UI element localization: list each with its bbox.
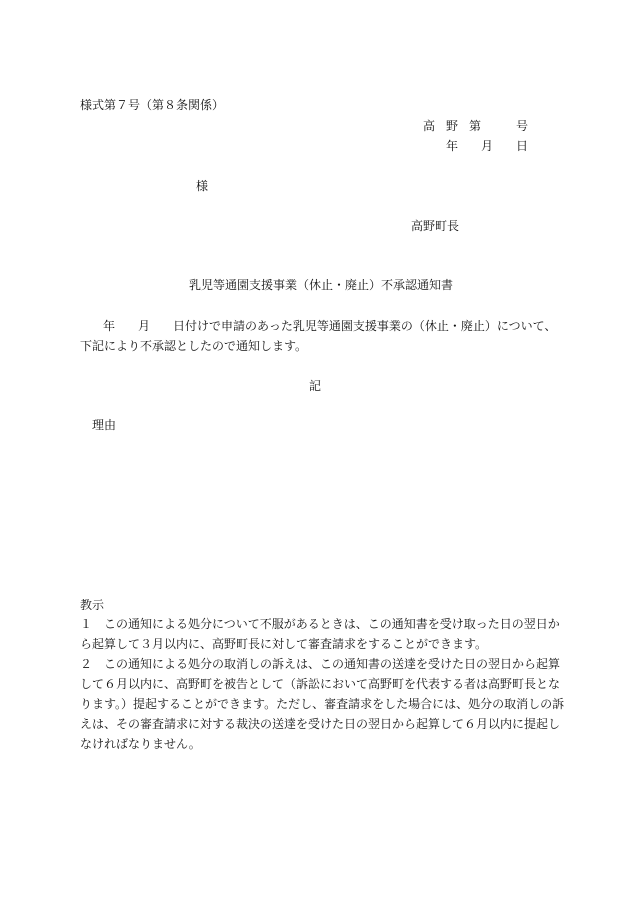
instructions-heading: 教示	[80, 598, 105, 612]
form-number: 様式第７号（第８条関係）	[80, 98, 225, 112]
instruction-line: ら起算して３月以内に、高野町長に対して審査請求をすることができます。	[80, 637, 488, 651]
instruction-line: ります。）提起することができます。ただし、審査請求をした場合には、処分の取消しの訴	[80, 697, 565, 711]
document-title: 乳児等通園支援事業（休止・廃止）不承認通知書	[189, 278, 454, 292]
instruction-line: えは、その審査請求に対する裁決の送達を受けた日の翌日から起算して６月以内に提起し	[80, 717, 561, 731]
reference-issuer-char-2: 野	[446, 119, 459, 133]
body-month: 月	[138, 319, 151, 333]
addressee-suffix: 様	[196, 179, 209, 193]
instruction-line: なければなりません。	[80, 737, 201, 751]
date-day: 日	[516, 139, 529, 153]
instruction-line: して６月以内に、高野町を被告として（訴訟において高野町を代表する者は高野町長とな	[80, 677, 561, 691]
reason-label: 理由	[92, 418, 117, 432]
body-year: 年	[103, 319, 116, 333]
instruction-line: ２ この通知による処分の取消しの訴えは、この通知書の送達を受けた日の翌日から起算	[80, 657, 561, 671]
body-line-1: 日付けで申請のあった乳児等通園支援事業の（休止・廃止）について、	[173, 319, 557, 333]
body-line-2: 下記により不承認としたので通知します。	[80, 339, 308, 353]
sender-name: 高野町長	[411, 219, 460, 233]
reference-dai: 第	[469, 119, 482, 133]
instruction-line: １ この通知による処分について不服があるときは、この通知書を受け取った日の翌日か	[80, 617, 560, 631]
reference-go: 号	[516, 119, 529, 133]
ki-heading: 記	[309, 379, 322, 393]
date-month: 月	[481, 139, 494, 153]
reference-issuer-char-1: 高	[423, 119, 436, 133]
date-year: 年	[446, 139, 459, 153]
